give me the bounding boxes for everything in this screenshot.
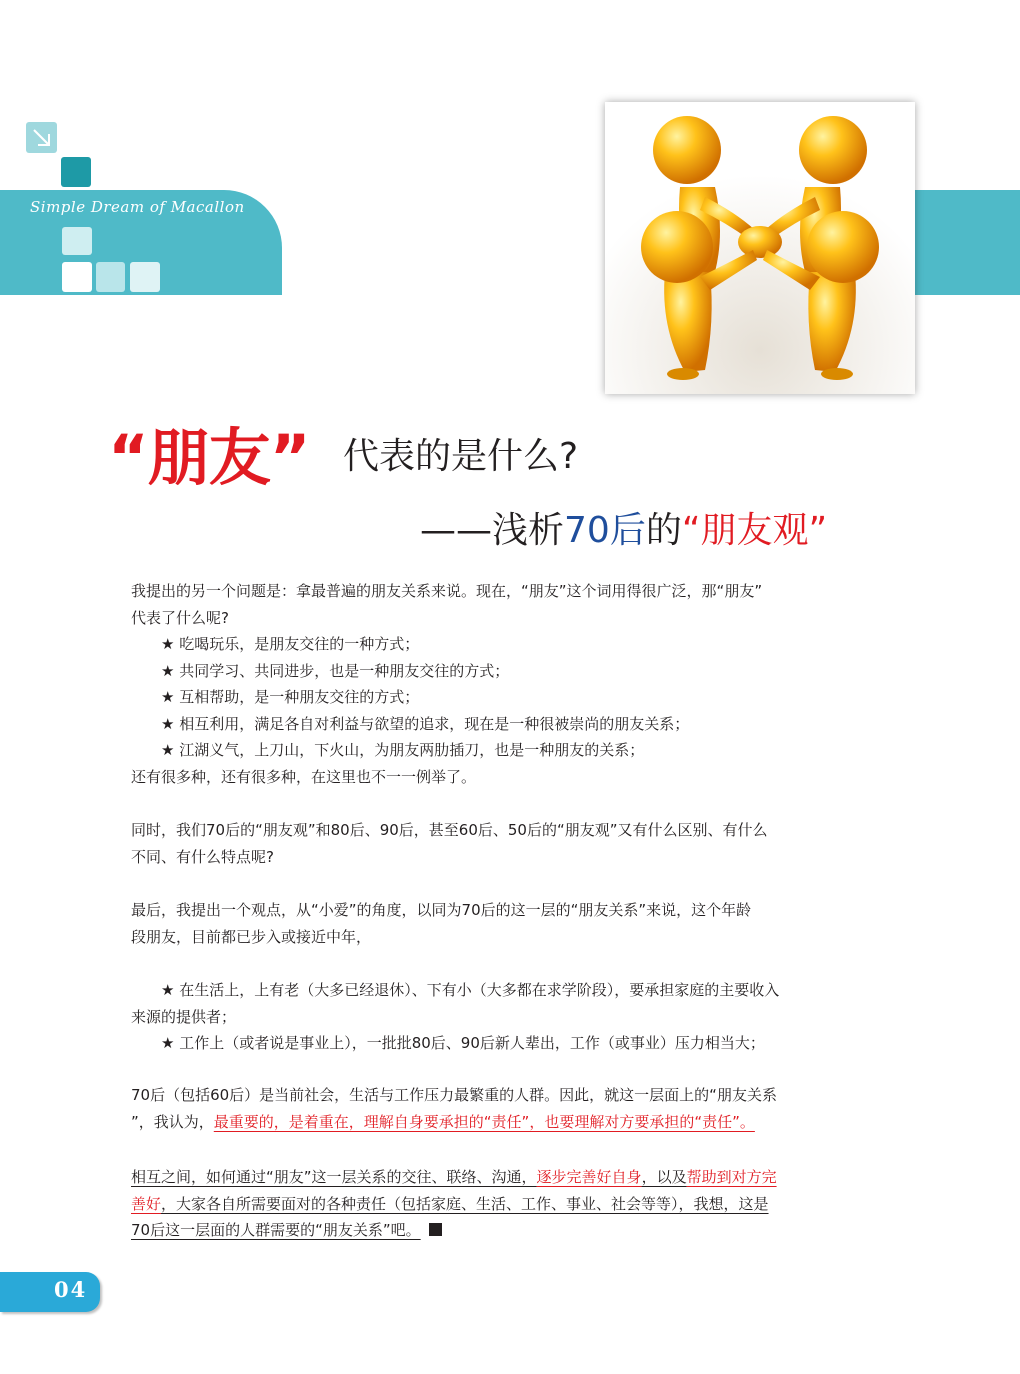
bullet-item: ★ 互相帮助，是一种朋友交往的方式； [161, 688, 420, 706]
underlined-text: ，大家各自所需要面对的各种责任（包括家庭、生活、工作、事业、社会等等），我想，这是 [161, 1194, 769, 1213]
subtitle-mid: 的 [645, 510, 682, 551]
deco-square [61, 157, 91, 187]
deco-square [130, 262, 160, 292]
text-line [131, 1191, 889, 1218]
bullet-item: ★ 相互利用，满足各自对利益与欲望的追求，现在是一种很被崇尚的朋友关系； [161, 714, 690, 733]
subtitle-highlight: “朋友观” [681, 510, 828, 551]
text-line: 我提出的另一个问题是：拿最普遍的朋友关系来说。现在，“朋友”这个词用得很广泛，那“朋友” [131, 582, 763, 600]
underlined-text: ，以及 [641, 1168, 687, 1186]
text-line: 同时，我们70后的“朋友观”和80后、90后，甚至60后、50后的“朋友观”又有什么区别、有什么 [131, 821, 768, 839]
bullet-item: ★ 共同学习、共同进步，也是一种朋友交往的方式； [161, 661, 510, 680]
text-span: ”，我认为， [131, 1112, 214, 1131]
bullet-item: ★ 在生活上，上有老（大多已经退休）、下有小（大多都在求学阶段），要承担家庭的主要收入 [161, 981, 780, 999]
page-title: 代表的是什么? [343, 436, 579, 477]
text-line [131, 1109, 889, 1136]
text-line: 不同、有什么特点呢? [131, 847, 274, 866]
highlighted-text: 帮助到对方完 [686, 1168, 777, 1186]
bullet-item: ★ 工作上（或者说是事业上），一批批80后、90后新人辈出，工作（或事业）压力相当大； [161, 1034, 765, 1052]
deco-square [62, 262, 92, 292]
paragraph-5 [131, 1082, 889, 1135]
teamwork-figures-image [605, 102, 915, 394]
text-line: 段朋友，目前都已步入或接近中年， [131, 927, 372, 946]
paragraph-6 [131, 1164, 889, 1244]
paragraph-3 [131, 897, 889, 950]
bullet-item: ★ 江湖义气，上刀山，下火山，为朋友两肋插刀，也是一种朋友的关系； [161, 741, 645, 759]
subtitle-number: 70后 [564, 510, 646, 551]
brand-text: Simple Dream of Macallon [30, 198, 245, 216]
bullet-item: ★ 吃喝玩乐，是朋友交往的一种方式； [161, 635, 420, 653]
arrow-square-icon [26, 122, 57, 153]
text-line: 70后（包括60后）是当前社会，生活与工作压力最繁重的人群。因此，就这一层面上的“朋友关系 [131, 1086, 777, 1104]
deco-square [62, 227, 92, 255]
title-highlight: “朋友” [108, 421, 310, 494]
paragraph-1 [131, 578, 889, 790]
subtitle-dash: ——浅析 [420, 510, 565, 551]
highlighted-text: 最重要的，是着重在，理解自身要承担的“责任”，也要理解对方要承担的“责任”。 [213, 1112, 755, 1131]
end-mark-icon [429, 1223, 442, 1236]
highlighted-text: 善好 [131, 1194, 162, 1213]
deco-square [96, 262, 125, 292]
text-line [131, 1217, 889, 1244]
highlighted-text: 逐步完善好自身 [536, 1168, 642, 1186]
text-line [131, 1164, 889, 1191]
subtitle [420, 502, 827, 553]
text-line: 代表了什么呢? [131, 608, 229, 627]
text-line: 最后，我提出一个观点，从“小爱”的角度，以同为70后的这一层的“朋友关系”来说，这个年龄 [131, 901, 752, 919]
page-number: 04 [54, 1277, 88, 1302]
underlined-text: 相互之间，如何通过“朋友”这一层关系的交往、联络、沟通， [131, 1168, 537, 1186]
text-line: 还有很多种，还有很多种，在这里也不一一例举了。 [131, 767, 477, 786]
paragraph-4 [131, 977, 889, 1057]
paragraph-2 [131, 817, 889, 870]
underlined-text: 70后这一层面的人群需要的“朋友关系”吧。 [131, 1221, 421, 1239]
text-line: 来源的提供者； [131, 1007, 237, 1026]
